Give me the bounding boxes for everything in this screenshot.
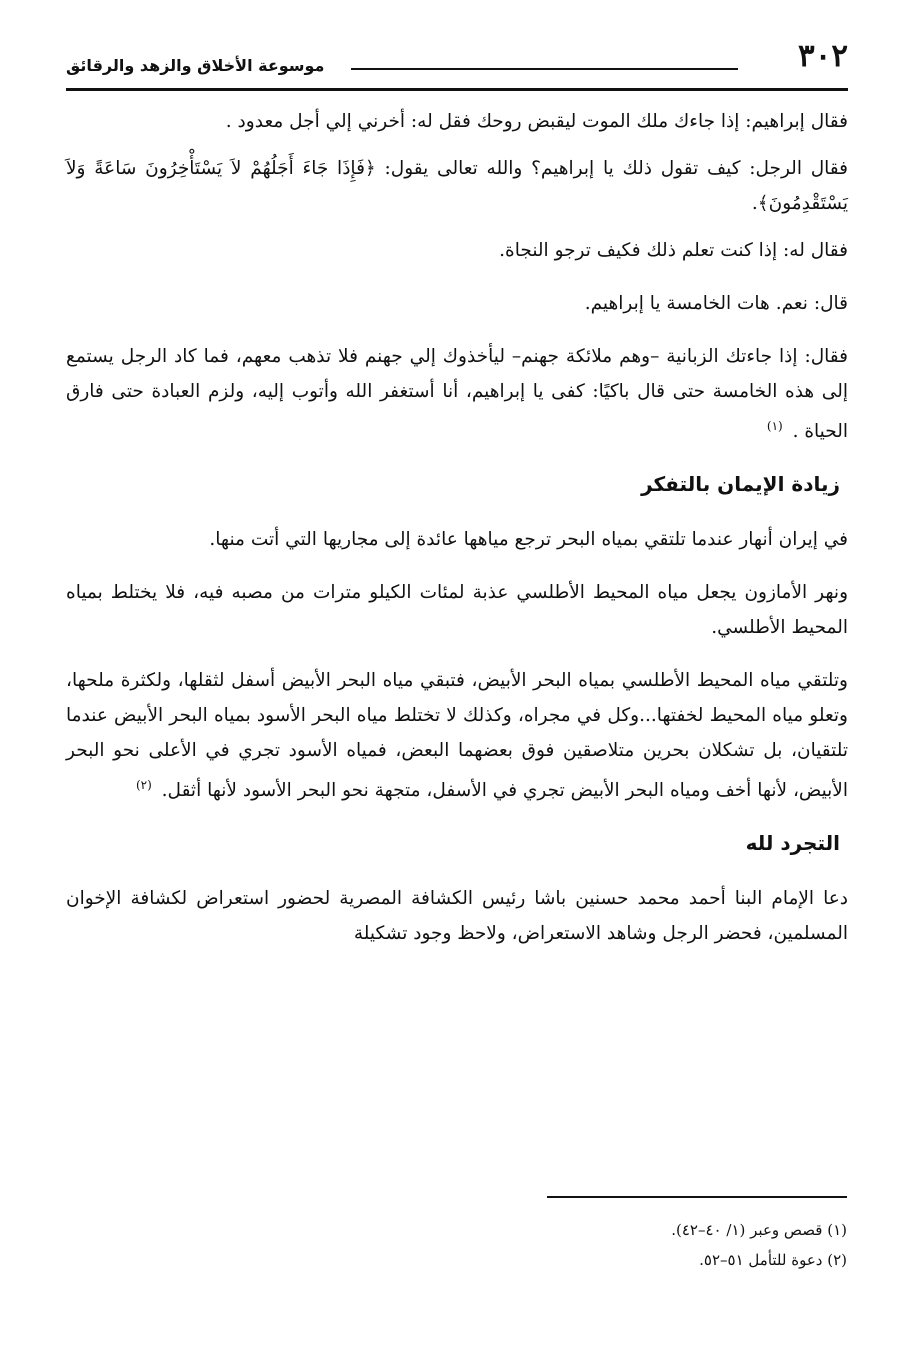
paragraph: فقال الرجل: كيف تقول ذلك يا إبراهيم؟ والله تعالى يقول: ﴿فَإِذَا جَاءَ أَجَلُهُمْ لاَ يَسْتَأْخِرُونَ سَاعَةً وَلاَ يَسْتَقْدِمُونَ﴾. [66, 158, 848, 214]
footnote-marker: (٢) [135, 778, 152, 793]
footnote: (٢) دعوة للتأمل ٥١–٥٢. [699, 1251, 847, 1269]
page-number: ٣٠٢ [798, 38, 848, 74]
header-rule [351, 68, 738, 70]
paragraph: ونهر الأمازون يجعل مياه المحيط الأطلسي عذبة لمئات الكيلو مترات من مصبه فيه، فلا يختلط بمياه المحيط الأطلسي. [66, 582, 848, 639]
paragraph: في إيران أنهار عندما تلتقي بمياه البحر ترجع مياهها عائدة إلى مجاريها التي أتت منها. [209, 529, 848, 551]
page-header [66, 38, 848, 91]
body-text [66, 104, 848, 969]
footnote-divider [547, 1196, 847, 1198]
paragraph-text: فقال: إذا جاءتك الزبانية –وهم ملائكة جهنم– ليأخذوك إلي جهنم فلا تذهب معهم، فما كاد الرجل يستمع إلى هذه الخامسة حتى قال باكيًا: كفى يا إبراهيم، أنا أستغفر الله وأتوب إليه، ولزم العبادة حتى فارق الحياة . [66, 346, 848, 443]
running-title: موسوعة الأخلاق والزهد والرقائق [66, 56, 325, 75]
footnote: (١) قصص وعبر (١/ ٤٠–٤٢). [671, 1221, 847, 1239]
paragraph: فقال إبراهيم: إذا جاءك ملك الموت ليقبض روحك فقل له: أخرني إلي أجل معدود . [225, 111, 848, 132]
paragraph-text: وتلتقي مياه المحيط الأطلسي بمياه البحر الأبيض، فتبقي مياه البحر الأبيض أسفل لثقلها، ولكثرة ملحها، وتعلو مياه المحيط لخفتها...وكل في مجراه، وكذلك لا تختلط مياه البحر الأسود بمياه البحر الأبيض عندما تلتقيان، بل تشكلان بحرين متلاصقين فوق بعضهما البعض، فمياه الأسود تجري في الأعلى نحو البحر الأبيض، لأنها أخف ومياه البحر الأبيض تجري في الأسفل، متجهة نحو البحر الأسود لأنها أثقل. [66, 670, 848, 802]
paragraph: فقال له: إذا كنت تعلم ذلك فكيف ترجو النجاة. [499, 240, 848, 261]
paragraph [66, 663, 848, 808]
paragraph [66, 339, 848, 449]
footnotes [147, 1215, 847, 1275]
paragraph: دعا الإمام البنا أحمد محمد حسنين باشا رئيس الكشافة المصرية لحضور استعراض لكشافة الإخوان المسلمين، فحضر الرجل وشاهد الاستعراض، ولاحظ وجود تشكيلة [66, 888, 848, 945]
section-heading: التجرد لله [745, 831, 840, 856]
paragraph: قال: نعم. هات الخامسة يا إبراهيم. [584, 293, 848, 314]
footnote-marker: (١) [766, 419, 783, 433]
section-heading: زيادة الإيمان بالتفكر [641, 472, 840, 497]
